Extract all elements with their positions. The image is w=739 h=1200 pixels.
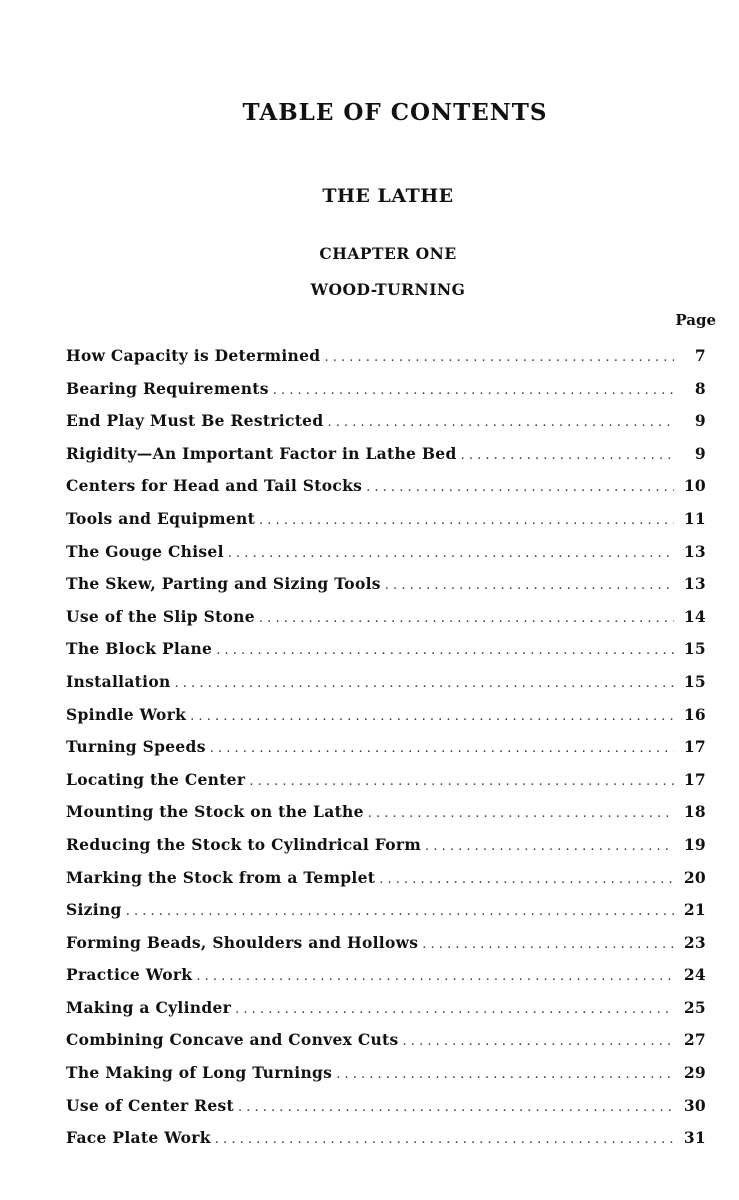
dot-leader (461, 448, 674, 463)
toc-entry (66, 770, 706, 803)
toc-entry-title: Making a Cylinder (66, 997, 232, 1017)
chapter-title: WOOD-TURNING (310, 280, 466, 299)
toc-entry-title: Sizing (66, 900, 122, 920)
dot-leader (366, 480, 674, 495)
toc-entry (66, 835, 706, 868)
toc-entry (66, 1096, 706, 1129)
toc-entry-title: Combining Concave and Convex Cuts (66, 1030, 399, 1050)
toc-entry-title: Locating the Center (66, 769, 246, 789)
toc-entry-page: 17 (683, 737, 706, 757)
toc-entry-title: Mounting the Stock on the Lathe (66, 802, 364, 822)
toc-entry (66, 868, 706, 901)
dot-leader (126, 904, 674, 919)
toc-entry (66, 346, 706, 379)
toc-entry-title: Rigidity—An Important Factor in Lathe Bed (66, 443, 457, 463)
toc-entry (66, 509, 706, 542)
toc-entry-title: End Play Must Be Restricted (66, 411, 324, 431)
toc-entry-title: Use of Center Rest (66, 1095, 234, 1115)
dot-leader (379, 872, 674, 887)
toc-entry-title: The Making of Long Turnings (66, 1063, 333, 1083)
dot-leader (235, 1002, 674, 1017)
toc-entry-title: Use of the Slip Stone (66, 606, 255, 626)
toc-entry-title: The Block Plane (66, 639, 213, 659)
toc-entry (66, 379, 706, 412)
toc-entry-page: 8 (694, 378, 706, 398)
page-column-label: Page (675, 311, 716, 329)
toc-entry-page: 25 (683, 997, 706, 1017)
toc-entry-title: Face Plate Work (66, 1128, 211, 1148)
dot-leader (327, 415, 674, 430)
page-title: TABLE OF CONTENTS (242, 99, 548, 126)
toc-entry-page: 19 (683, 834, 706, 854)
toc-entry-page: 10 (683, 476, 706, 496)
dot-leader (190, 709, 674, 724)
dot-leader (216, 643, 674, 658)
toc-entry-title: Turning Speeds (66, 737, 206, 757)
toc-entry (66, 411, 706, 444)
toc-entry (66, 1030, 706, 1063)
toc-entry-title: Spindle Work (66, 704, 187, 724)
toc-entry-title: Marking the Stock from a Templet (66, 867, 376, 887)
toc-entry-page: 13 (683, 574, 706, 594)
toc-entry-title: How Capacity is Determined (66, 346, 321, 365)
toc-entry-page: 7 (694, 346, 706, 365)
toc-entry (66, 1128, 706, 1161)
section-title: THE LATHE (322, 185, 454, 207)
chapter-number: CHAPTER ONE (319, 244, 457, 263)
toc-entry (66, 1063, 706, 1096)
toc-entry-page: 16 (683, 704, 706, 724)
toc-entry-title: The Skew, Parting and Sizing Tools (66, 574, 381, 594)
toc-entry (66, 607, 706, 640)
toc-entry-page: 24 (683, 965, 706, 985)
toc-entry (66, 444, 706, 477)
toc-entry (66, 574, 706, 607)
toc-entry-page: 29 (683, 1063, 706, 1083)
dot-leader (422, 937, 674, 952)
toc-entry-title: Installation (66, 671, 171, 691)
dot-leader (210, 741, 674, 756)
toc-entry-page: 15 (683, 671, 706, 691)
dot-leader (385, 578, 674, 593)
toc-entry-page: 17 (683, 769, 706, 789)
dot-leader (196, 969, 674, 984)
dot-leader (175, 676, 674, 691)
toc-entry (66, 965, 706, 998)
toc-entry-page: 30 (683, 1095, 706, 1115)
toc-entry-page: 14 (683, 606, 706, 626)
toc-entry (66, 672, 706, 705)
toc-entry-page: 11 (683, 508, 706, 528)
dot-leader (259, 513, 674, 528)
toc-entry-page: 27 (683, 1030, 706, 1050)
toc-entry (66, 639, 706, 672)
toc-entry-page: 20 (683, 867, 706, 887)
toc-entry (66, 802, 706, 835)
toc-entry-title: Centers for Head and Tail Stocks (66, 476, 363, 496)
toc-entry-title: Tools and Equipment (66, 508, 256, 528)
toc-entry (66, 737, 706, 770)
dot-leader (336, 1067, 674, 1082)
dot-leader (403, 1034, 674, 1049)
dot-leader (228, 546, 674, 561)
toc-entry-title: Bearing Requirements (66, 378, 269, 398)
toc-entry-title: The Gouge Chisel (66, 541, 224, 561)
dot-leader (368, 806, 674, 821)
dot-leader (215, 1132, 674, 1147)
toc-entry-page: 9 (694, 411, 706, 431)
toc-entry-page: 23 (683, 932, 706, 952)
dot-leader (249, 774, 674, 789)
toc-entry (66, 542, 706, 575)
toc-entry (66, 476, 706, 509)
toc-entry-page: 13 (683, 541, 706, 561)
toc-entry (66, 933, 706, 966)
toc-entry (66, 900, 706, 933)
toc-entry-page: 21 (683, 900, 706, 920)
toc-list (66, 346, 706, 1161)
toc-entry-title: Practice Work (66, 965, 193, 985)
toc-entry-page: 31 (683, 1128, 706, 1148)
toc-entry-title: Reducing the Stock to Cylindrical Form (66, 834, 422, 854)
toc-entry (66, 998, 706, 1031)
dot-leader (425, 839, 674, 854)
dot-leader (273, 383, 674, 398)
toc-entry-page: 18 (683, 802, 706, 822)
toc-entry-page: 15 (683, 639, 706, 659)
dot-leader (238, 1100, 674, 1115)
toc-entry-page: 9 (694, 443, 706, 463)
toc-entry (66, 705, 706, 738)
toc-entry-title: Forming Beads, Shoulders and Hollows (66, 932, 419, 952)
dot-leader (259, 611, 674, 626)
dot-leader (324, 350, 674, 365)
